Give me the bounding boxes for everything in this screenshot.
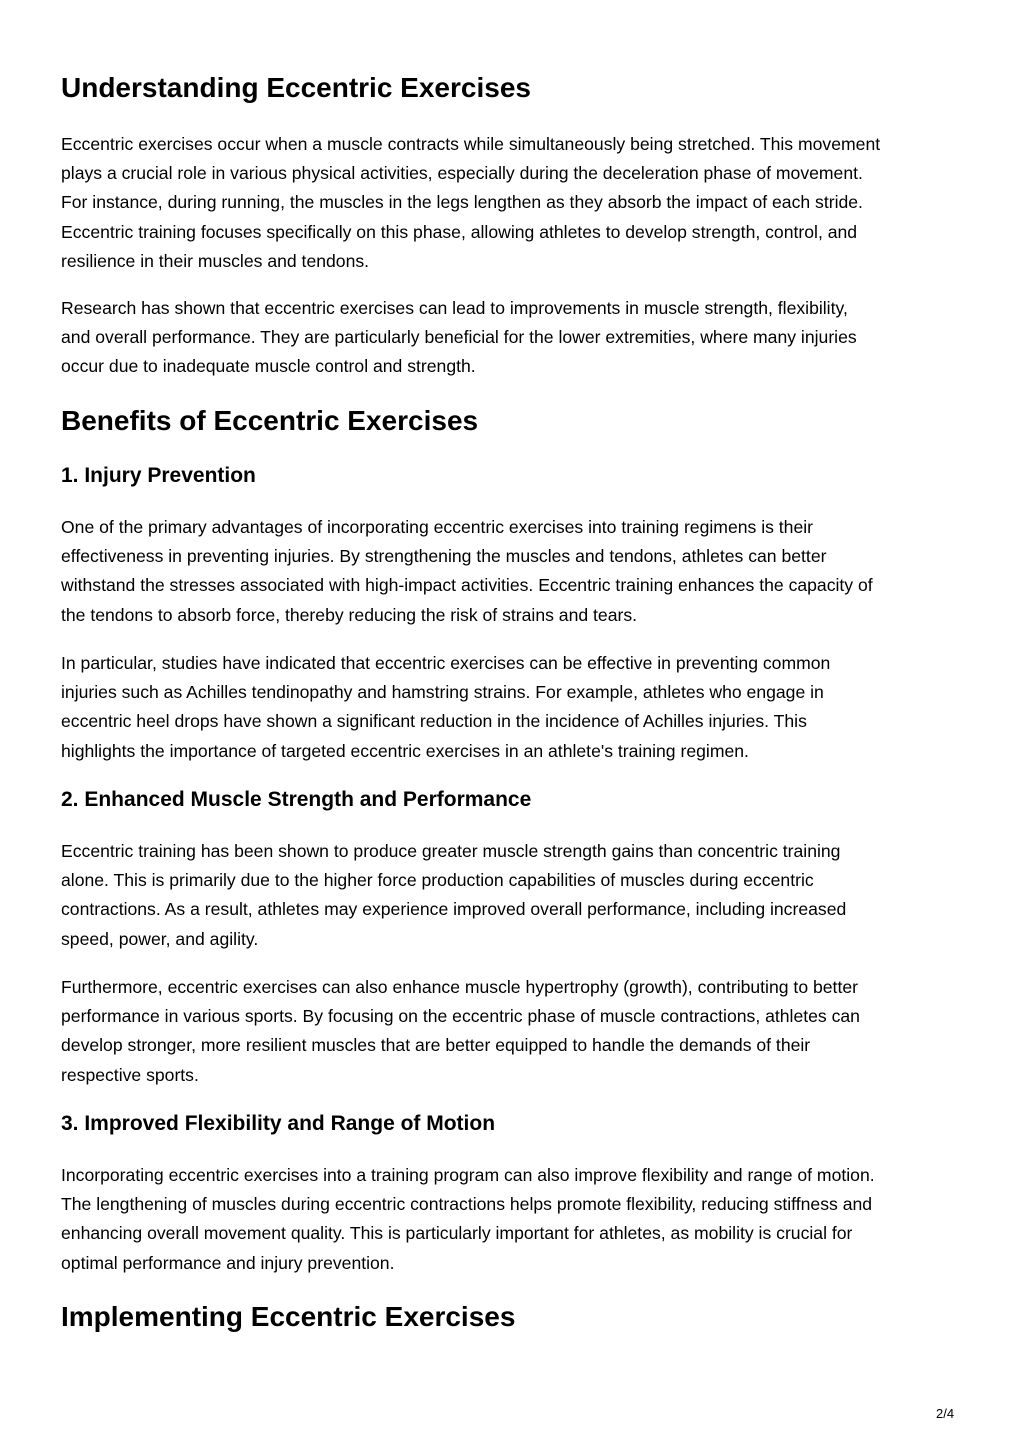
text-line: highlights the importance of targeted eccentric exercises in an athlete's training regimen. — [61, 740, 749, 761]
text-line: occur due to inadequate muscle control and strength. — [61, 356, 476, 377]
text-line: speed, power, and agility. — [61, 928, 259, 949]
paragraph-flexibility-1 — [61, 1161, 967, 1278]
section-heading-benefits: Benefits of Eccentric Exercises — [61, 405, 479, 436]
text-line: effectiveness in preventing injuries. By strengthening the muscles and tendons, athletes can better — [61, 546, 827, 567]
text-line: performance in various sports. By focusing on the eccentric phase of muscle contractions, athletes can — [61, 1006, 860, 1027]
subsection-heading-muscle-strength: 2. Enhanced Muscle Strength and Performance — [61, 788, 532, 811]
text-line: optimal performance and injury prevention. — [61, 1252, 395, 1273]
text-line: eccentric heel drops have shown a significant reduction in the incidence of Achilles injuries. This — [61, 711, 807, 732]
page-number: 2/4 — [936, 1406, 955, 1421]
text-line: contractions. As a result, athletes may experience improved overall performance, including increased — [61, 899, 847, 920]
text-line: One of the primary advantages of incorporating eccentric exercises into training regimens is their — [61, 517, 814, 537]
text-line: enhancing overall movement quality. This is particularly important for athletes, as mobility is crucial for — [61, 1223, 853, 1244]
text-line: In particular, studies have indicated that eccentric exercises can be effective in preventing common — [61, 653, 831, 673]
subsection-heading-flexibility: 3. Improved Flexibility and Range of Motion — [61, 1112, 496, 1135]
text-line: the tendons to absorb force, thereby reducing the risk of strains and tears. — [61, 604, 638, 625]
subsection-heading-injury-prevention: 1. Injury Prevention — [61, 464, 256, 487]
text-line: plays a crucial role in various physical activities, especially during the deceleration phase of movement. — [61, 163, 863, 184]
text-line: Research has shown that eccentric exercises can lead to improvements in muscle strength, flexibility, — [61, 298, 848, 318]
text-line: Eccentric training focuses specifically on this phase, allowing athletes to develop strength, control, and — [61, 221, 858, 242]
text-line: Eccentric training has been shown to produce greater muscle strength gains than concentric training — [61, 841, 841, 861]
text-line: injuries such as Achilles tendinopathy and hamstring strains. For example, athletes who engage in — [61, 682, 824, 703]
text-line: alone. This is primarily due to the higher force production capabilities of muscles during eccentric — [61, 870, 814, 891]
paragraph-understanding-2 — [61, 294, 967, 382]
text-line: respective sports. — [61, 1064, 199, 1085]
paragraph-injury-prevention-2 — [61, 649, 967, 766]
section-heading-implementing: Implementing Eccentric Exercises — [61, 1301, 516, 1332]
text-line: The lengthening of muscles during eccentric contractions helps promote flexibility, reducing stiffness and — [61, 1194, 873, 1215]
text-line: Eccentric exercises occur when a muscle contracts while simultaneously being stretched. This movement — [61, 134, 881, 154]
text-line: and overall performance. They are particularly beneficial for the lower extremities, where many injuries — [61, 327, 857, 348]
section-heading-understanding: Understanding Eccentric Exercises — [61, 72, 531, 103]
text-line: develop stronger, more resilient muscles that are better equipped to handle the demands of their — [61, 1035, 811, 1056]
paragraph-muscle-strength-1 — [61, 837, 967, 954]
text-line: Incorporating eccentric exercises into a training program can also improve flexibility and range of motion. — [61, 1165, 875, 1185]
text-line: Furthermore, eccentric exercises can also enhance muscle hypertrophy (growth), contributing to better — [61, 977, 858, 997]
paragraph-muscle-strength-2 — [61, 973, 967, 1090]
text-line: For instance, during running, the muscles in the legs lengthen as they absorb the impact of each stride. — [61, 192, 863, 213]
text-line: resilience in their muscles and tendons. — [61, 250, 370, 271]
text-line: withstand the stresses associated with high-impact activities. Eccentric training enhances the capacity of — [61, 575, 873, 596]
paragraph-understanding-1 — [61, 130, 967, 276]
paragraph-injury-prevention-1 — [61, 513, 967, 630]
